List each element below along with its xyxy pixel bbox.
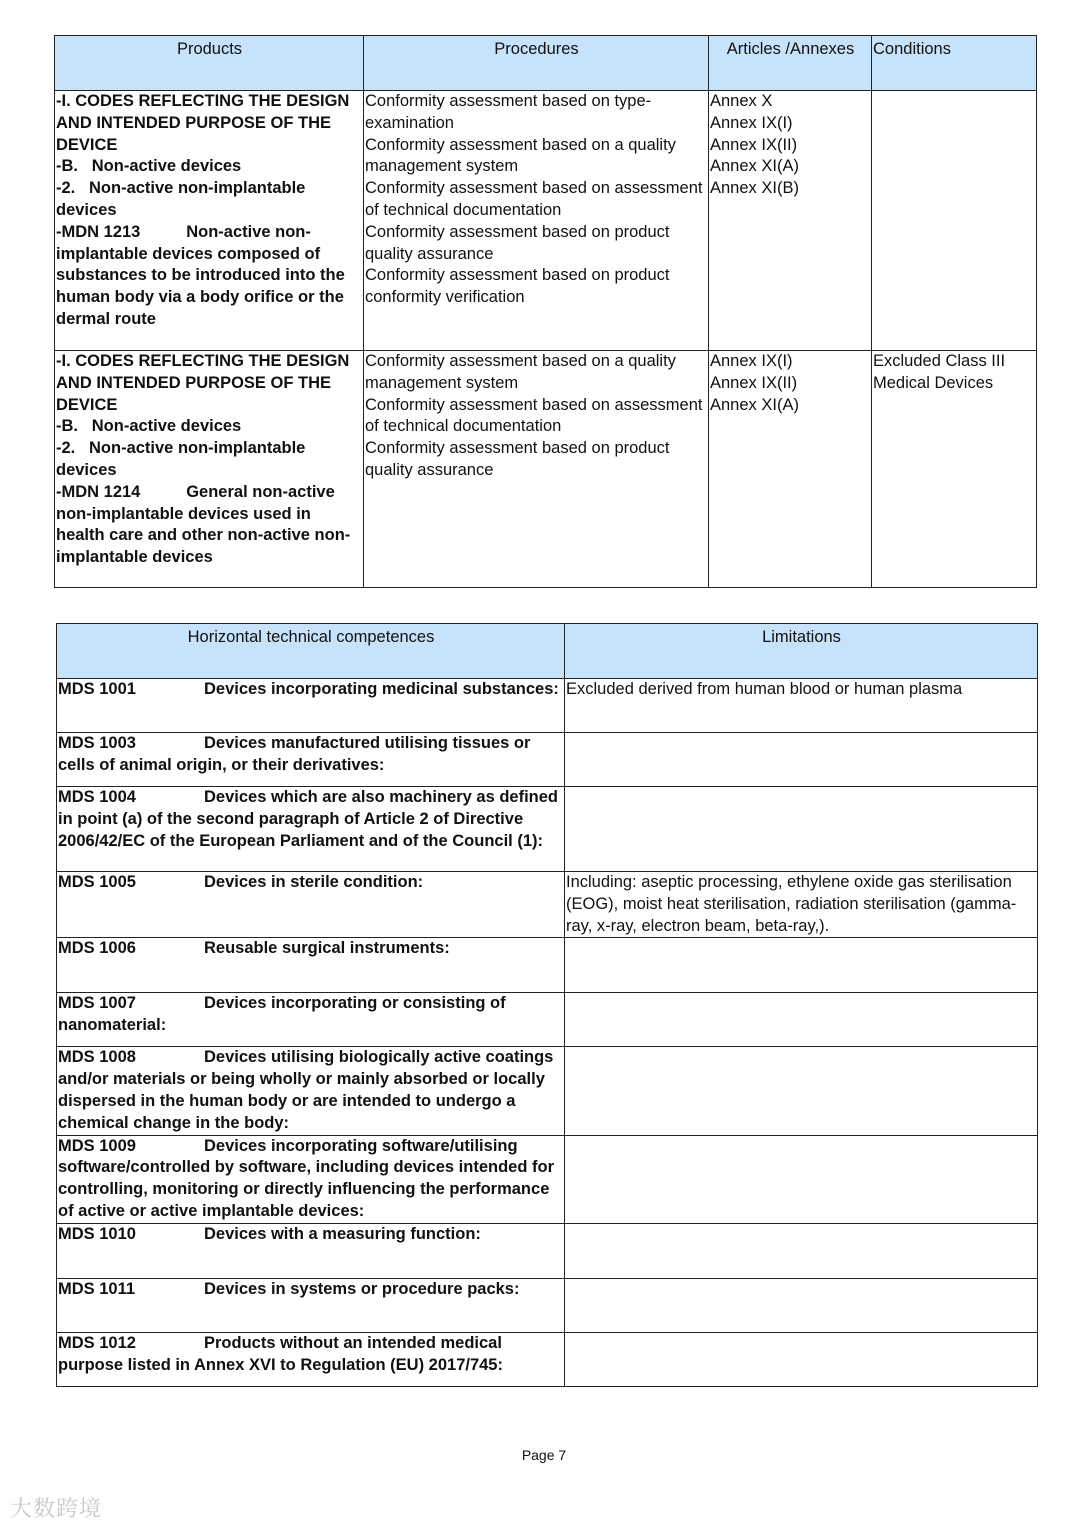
products-cell — [55, 351, 364, 588]
mds-code: MDS 1010 — [58, 1224, 136, 1243]
competence-cell — [57, 993, 565, 1047]
competence-cell — [57, 1278, 565, 1332]
competence-cell — [57, 679, 565, 733]
limitation-cell: Including: aseptic processing, ethylene oxide gas sterilisation (EOG), moist heat sterilisation, radiation sterilisation (gamma-ray, x-ray, electron beam, beta-ray,). — [565, 872, 1038, 938]
competence-cell — [57, 872, 565, 938]
product-subgroup: -B. Non-active devices — [56, 417, 242, 436]
header-products: Products — [55, 36, 364, 91]
table-row — [57, 1047, 1038, 1135]
procedure-item: Conformity assessment based on type-examination — [365, 92, 652, 132]
limitation-cell: Excluded derived from human blood or human plasma — [565, 679, 1038, 733]
table-row — [57, 679, 1038, 733]
mds-code: MDS 1009 — [58, 1136, 136, 1155]
watermark-logo: 大数跨境 — [10, 1496, 103, 1521]
header-annexes: Articles /Annexes — [709, 36, 872, 91]
header-limitations: Limitations — [565, 624, 1038, 679]
competence-cell — [57, 1135, 565, 1223]
procedure-item: Conformity assessment based on product quality assurance — [365, 439, 670, 479]
mds-description: Devices utilising biologically active coatings and/or materials or being wholly or mainly absorbed or locally dispersed in the human body or are intended to undergo a chemical change in the body: — [58, 1048, 554, 1132]
procedures-cell — [364, 91, 709, 351]
table-row — [57, 872, 1038, 938]
competences-table — [56, 623, 1038, 1387]
limitation-cell — [565, 1223, 1038, 1278]
annex-item: Annex IX(II) — [710, 373, 798, 392]
table-row — [57, 733, 1038, 787]
table-row — [57, 1223, 1038, 1278]
annex-item: Annex IX(I) — [710, 113, 793, 132]
mds-description: Devices with a measuring function: — [204, 1224, 481, 1243]
procedure-item: Conformity assessment based on product conformity verification — [365, 266, 670, 307]
annex-item: Annex IX(I) — [710, 352, 793, 370]
mds-code: MDS 1005 — [58, 873, 136, 891]
mds-description: Products without an intended medical purpose listed in Annex XVI to Regulation (EU) 2017/745: — [58, 1333, 503, 1374]
products-cell — [55, 91, 364, 351]
mds-code: MDS 1008 — [58, 1048, 136, 1067]
competence-cell — [57, 1223, 565, 1278]
page-number: Page 7 — [521, 1447, 567, 1463]
annex-item: Annex XI(A) — [710, 395, 799, 414]
table-row — [55, 91, 1037, 351]
table-row — [57, 1278, 1038, 1332]
competence-cell — [57, 733, 565, 787]
table-row — [57, 787, 1038, 872]
product-subgroup: -B. Non-active devices — [56, 157, 242, 176]
header-procedures: Procedures — [364, 36, 709, 91]
mds-description: Devices incorporating or consisting of nanomaterial: — [58, 994, 506, 1035]
competence-cell — [57, 787, 565, 872]
procedure-item: Conformity assessment based on assessment of technical documentation — [365, 395, 703, 436]
mds-description: Reusable surgical instruments: — [204, 939, 450, 958]
procedure-item: Conformity assessment based on product quality assurance — [365, 222, 670, 263]
table-row — [55, 351, 1037, 588]
procedure-item: Conformity assessment based on a quality management system — [365, 135, 676, 176]
limitation-cell — [565, 733, 1038, 787]
annex-item: Annex X — [710, 92, 773, 110]
limitation-cell — [565, 938, 1038, 993]
procedure-item: Conformity assessment based on assessment of technical documentation — [365, 179, 703, 219]
table-row — [57, 938, 1038, 993]
table-row — [57, 993, 1038, 1047]
table-row — [57, 1332, 1038, 1386]
table-row — [57, 1135, 1038, 1223]
limitation-cell — [565, 1278, 1038, 1332]
mds-code: MDS 1003 — [58, 734, 136, 752]
limitation-cell — [565, 993, 1038, 1047]
conditions-cell: Excluded Class III Medical Devices — [872, 351, 1037, 588]
mds-code: MDS 1011 — [58, 1279, 136, 1298]
annex-item: Annex IX(II) — [710, 135, 798, 154]
mds-code: MDS 1007 — [58, 994, 136, 1013]
procedures-cell — [364, 351, 709, 588]
mds-description: Devices which are also machinery as defined in point (a) of the second paragraph of Article 2 of Directive 2006/42/EC of the European Parliament and of the Council (1): — [58, 788, 558, 850]
header-conditions: Conditions — [872, 36, 1037, 91]
product-category: -2. Non-active non-implantable devices — [56, 179, 310, 219]
annexes-cell — [709, 91, 872, 351]
mds-code: MDS 1006 — [58, 939, 136, 958]
limitation-cell — [565, 787, 1038, 872]
mds-description: Devices in sterile condition: — [204, 873, 424, 891]
annex-item: Annex XI(A) — [710, 157, 799, 176]
header-competences: Horizontal technical competences — [57, 624, 565, 679]
table-header-row — [57, 624, 1038, 679]
mds-description: Devices manufactured utilising tissues or cells of animal origin, or their derivatives: — [58, 734, 531, 774]
competence-cell — [57, 938, 565, 993]
limitation-cell — [565, 1135, 1038, 1223]
product-group: -I. CODES REFLECTING THE DESIGN AND INTENDED PURPOSE OF THE DEVICE — [56, 92, 350, 154]
product-code: -MDN 1213 Non-active non-implantable devices composed of substances to be introduced into the human body via a body orifice or the dermal route — [56, 222, 350, 328]
annex-item: Annex XI(B) — [710, 179, 799, 198]
product-code: -MDN 1214 General non-active non-implantable devices used in health care and other non-active non-implantable devices — [56, 482, 351, 567]
procedure-item: Conformity assessment based on a quality management system — [365, 352, 676, 392]
mds-description: Devices incorporating medicinal substances: — [204, 680, 559, 698]
mds-code: MDS 1004 — [58, 788, 136, 806]
mds-description: Devices in systems or procedure packs: — [204, 1279, 520, 1298]
competence-cell — [57, 1047, 565, 1135]
mds-code: MDS 1001 — [58, 680, 136, 698]
product-category: -2. Non-active non-implantable devices — [56, 439, 310, 479]
mds-description: Devices incorporating software/utilising software/controlled by software, including devices intended for controlling, monitoring or directly influencing the performance of active or active implantable devices: — [58, 1136, 554, 1220]
conditions-cell — [872, 91, 1037, 351]
product-group: -I. CODES REFLECTING THE DESIGN AND INTENDED PURPOSE OF THE DEVICE — [56, 352, 350, 414]
limitation-cell — [565, 1047, 1038, 1135]
competence-cell — [57, 1332, 565, 1386]
limitation-cell — [565, 1332, 1038, 1386]
table-header-row — [55, 36, 1037, 91]
products-procedures-table — [54, 35, 1037, 588]
mds-code: MDS 1012 — [58, 1333, 136, 1352]
annexes-cell — [709, 351, 872, 588]
